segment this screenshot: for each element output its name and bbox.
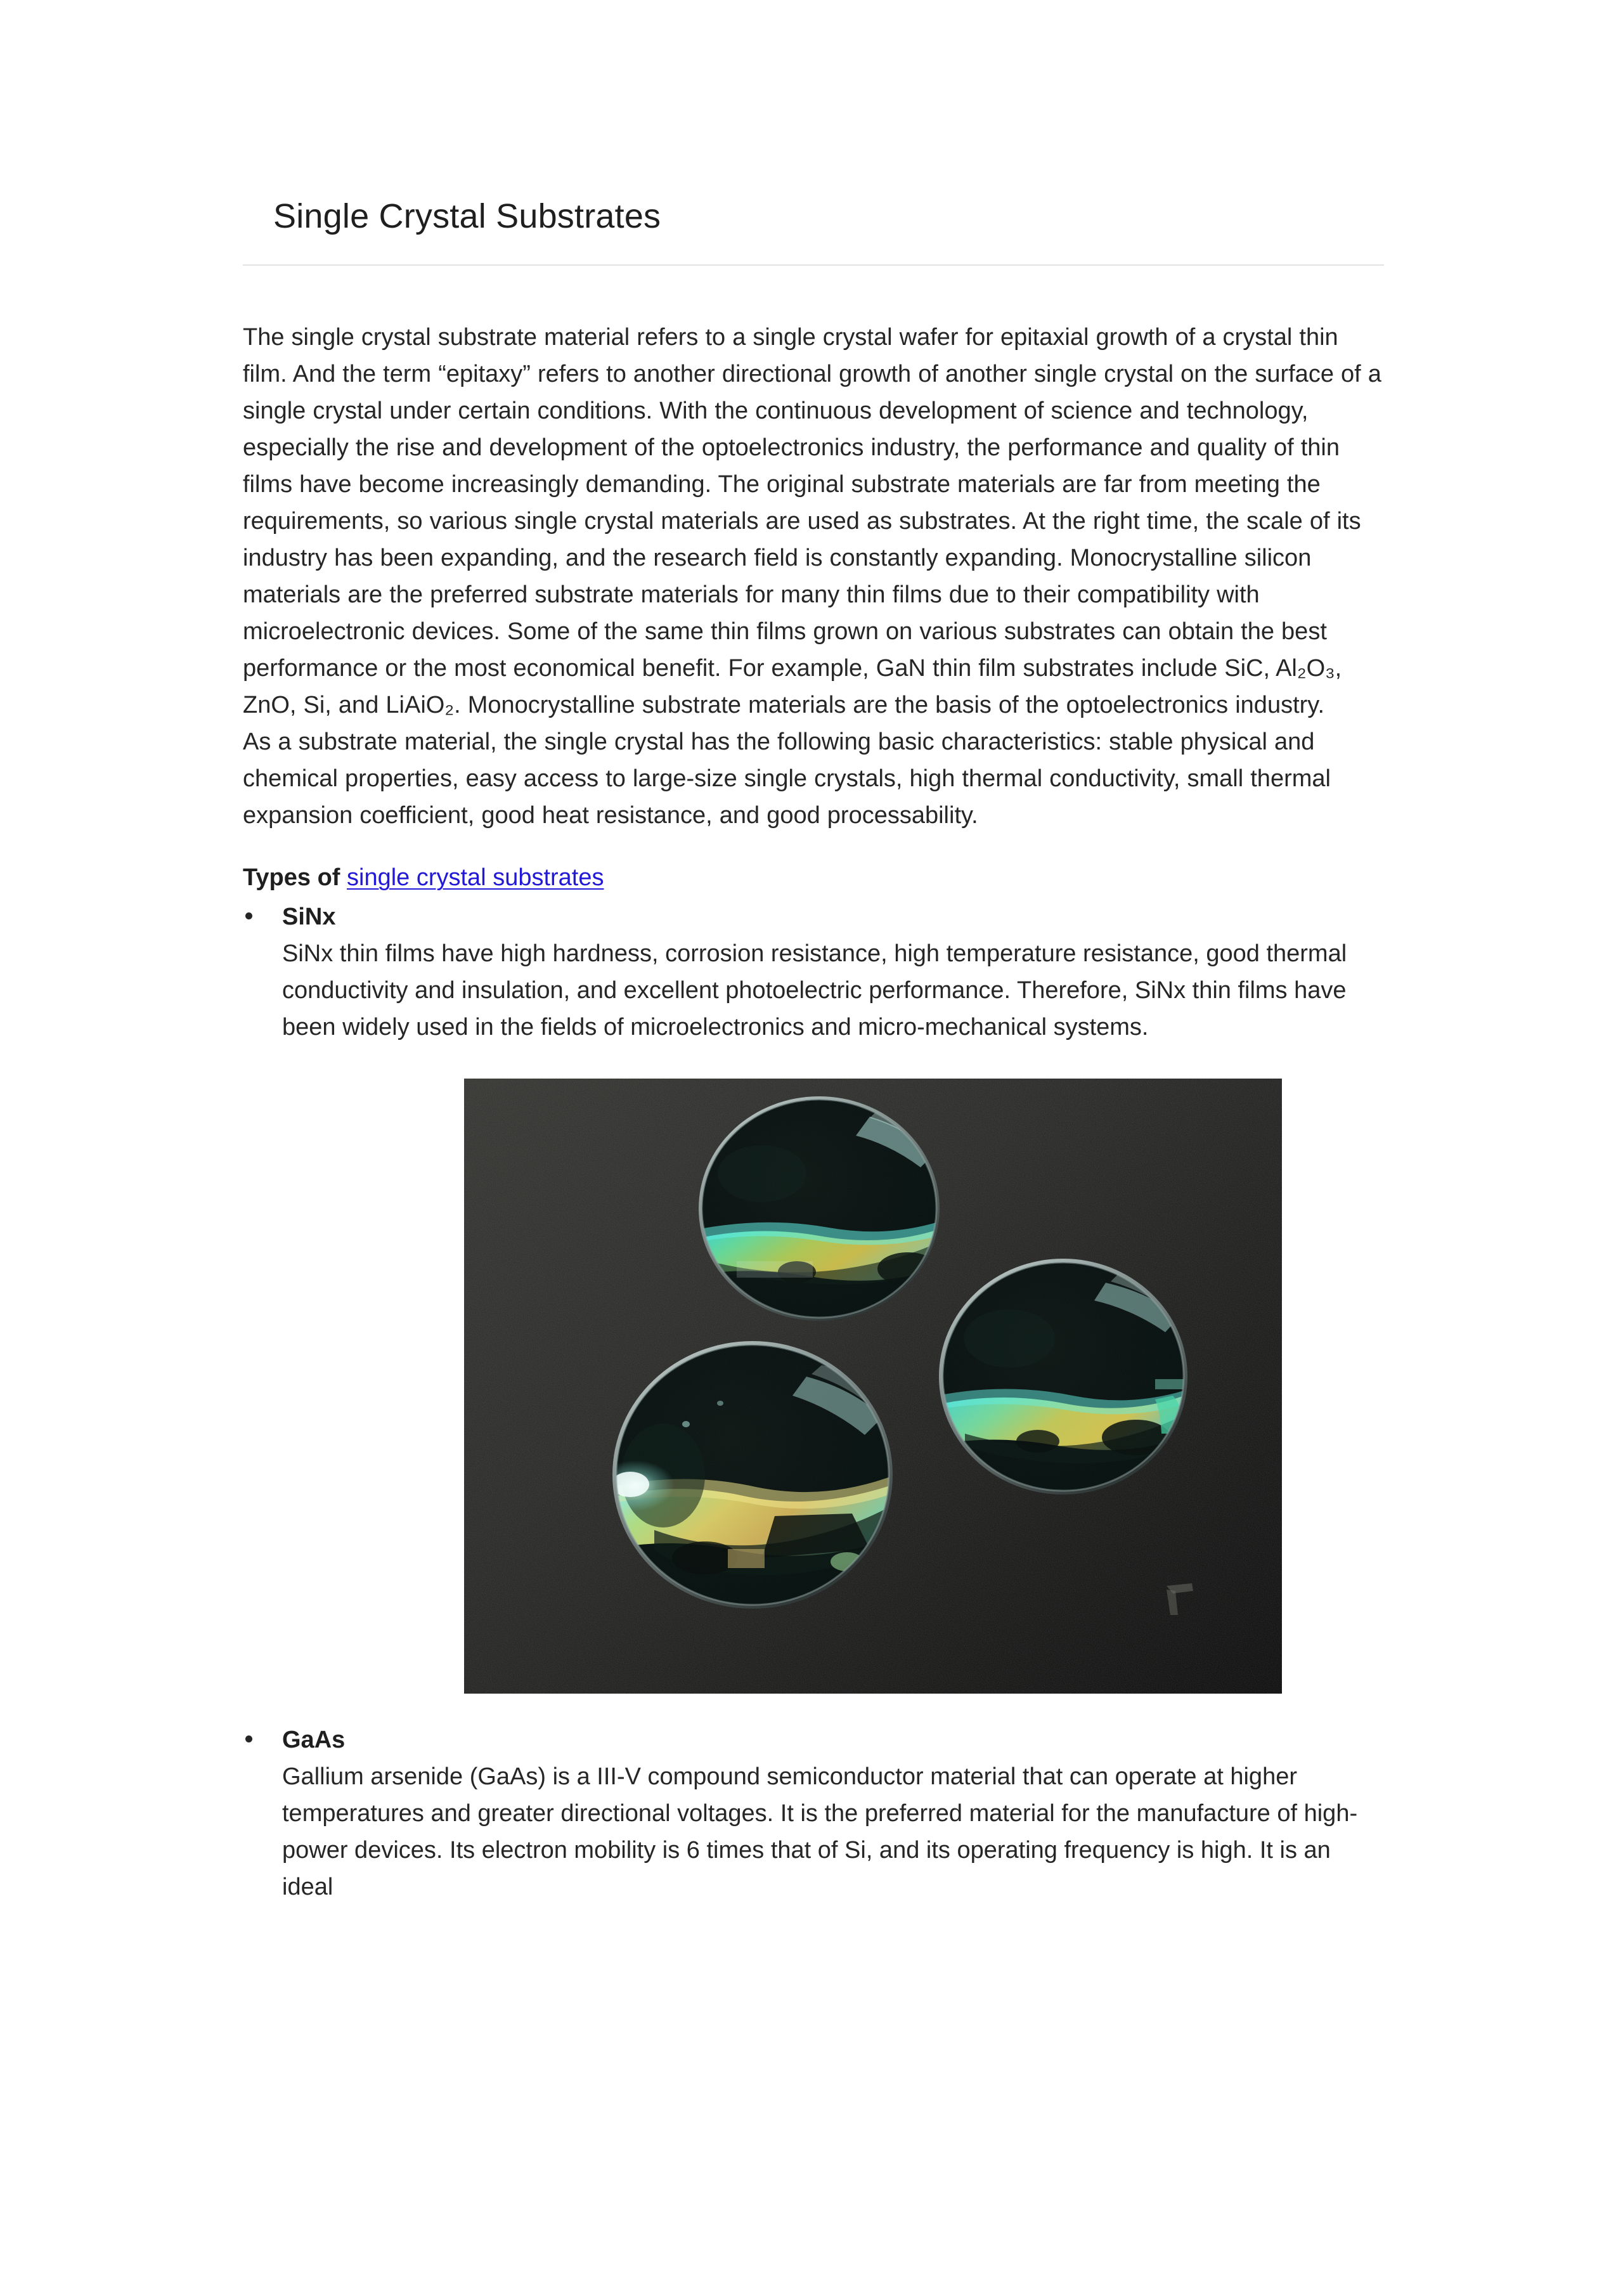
section-name-gaas: GaAs — [282, 1727, 346, 1754]
title-divider — [243, 264, 1384, 266]
intro-paragraph-1 — [243, 319, 1384, 723]
chemical-formula-alumina: Al₂O₃ — [1276, 655, 1335, 682]
intro-text-part-1: The single crystal substrate material refers to a single crystal wafer for epitaxial growth of a crystal thin film. And the term “epitaxy” refers to another directional growth of another single crystal on the surface of a single crystal under certain conditions. With the continuous development of science and technology, especially the rise and development of the optoelectronics industry, the performance and quality of thin films have become increasingly demanding. The original substrate materials are far from meeting the requirements, so various single crystal materials are used as substrates. At the right time, the scale of its industry has been expanding, and the research field is constantly expanding. Monocrystalline silicon materials are the preferred substrate materials for many thin films due to their compatibility with microelectronic devices. Some of the same thin films grown on various substrates can obtain the best performance or the most economical benefit. For example, GaN thin film substrates include SiC, — [243, 324, 1381, 682]
document-body — [243, 0, 1384, 1905]
intro-paragraph-2: As a substrate material, the single crystal has the following basic characteristics: stable physical and chemical properties, easy access to large-size single crystals, high thermal conductivity, small thermal expansion coefficient, good heat resistance, and good processability. — [243, 729, 1331, 829]
section-description-sinx: SiNx thin films have high hardness, corrosion resistance, high temperature resistance, good thermal conductivity and insulation, and excellent photoelectric performance. Therefore, SiNx thin films have been widely used in the fields of microelectronics and micro-mechanical systems. — [282, 940, 1347, 1041]
types-heading-prefix: Types of — [243, 864, 347, 892]
intro-text-part-3: . Monocrystalline substrate materials are the basis of the optoelectronics industry. — [454, 692, 1325, 719]
substrate-types-list — [243, 898, 1384, 1905]
section-description-gaas: Gallium arsenide (GaAs) is a III-V compound semiconductor material that can operate at higher temperatures and greater directional voltages. It is the preferred material for the manufacture of high-power devices. Its electron mobility is 6 times that of Si, and its operating frequency is high. It is an ideal — [282, 1763, 1358, 1901]
chemical-formula-lithium-aluminate: LiAiO₂ — [385, 692, 455, 719]
list-item-sinx — [243, 898, 1384, 1694]
page-title: Single Crystal Substrates — [273, 197, 661, 235]
types-heading — [243, 859, 1384, 896]
single-crystal-wafers-photo — [464, 1079, 1282, 1694]
intro-text-part-2: , ZnO, Si, and — [243, 655, 1342, 719]
bullet-icon — [245, 912, 252, 919]
bullet-icon — [245, 1735, 252, 1742]
list-item-gaas — [243, 1722, 1384, 1905]
single-crystal-substrates-link[interactable]: single crystal substrates — [347, 864, 604, 892]
section-name-sinx: SiNx — [282, 904, 336, 931]
wafer-photo-figure — [464, 1079, 1282, 1694]
